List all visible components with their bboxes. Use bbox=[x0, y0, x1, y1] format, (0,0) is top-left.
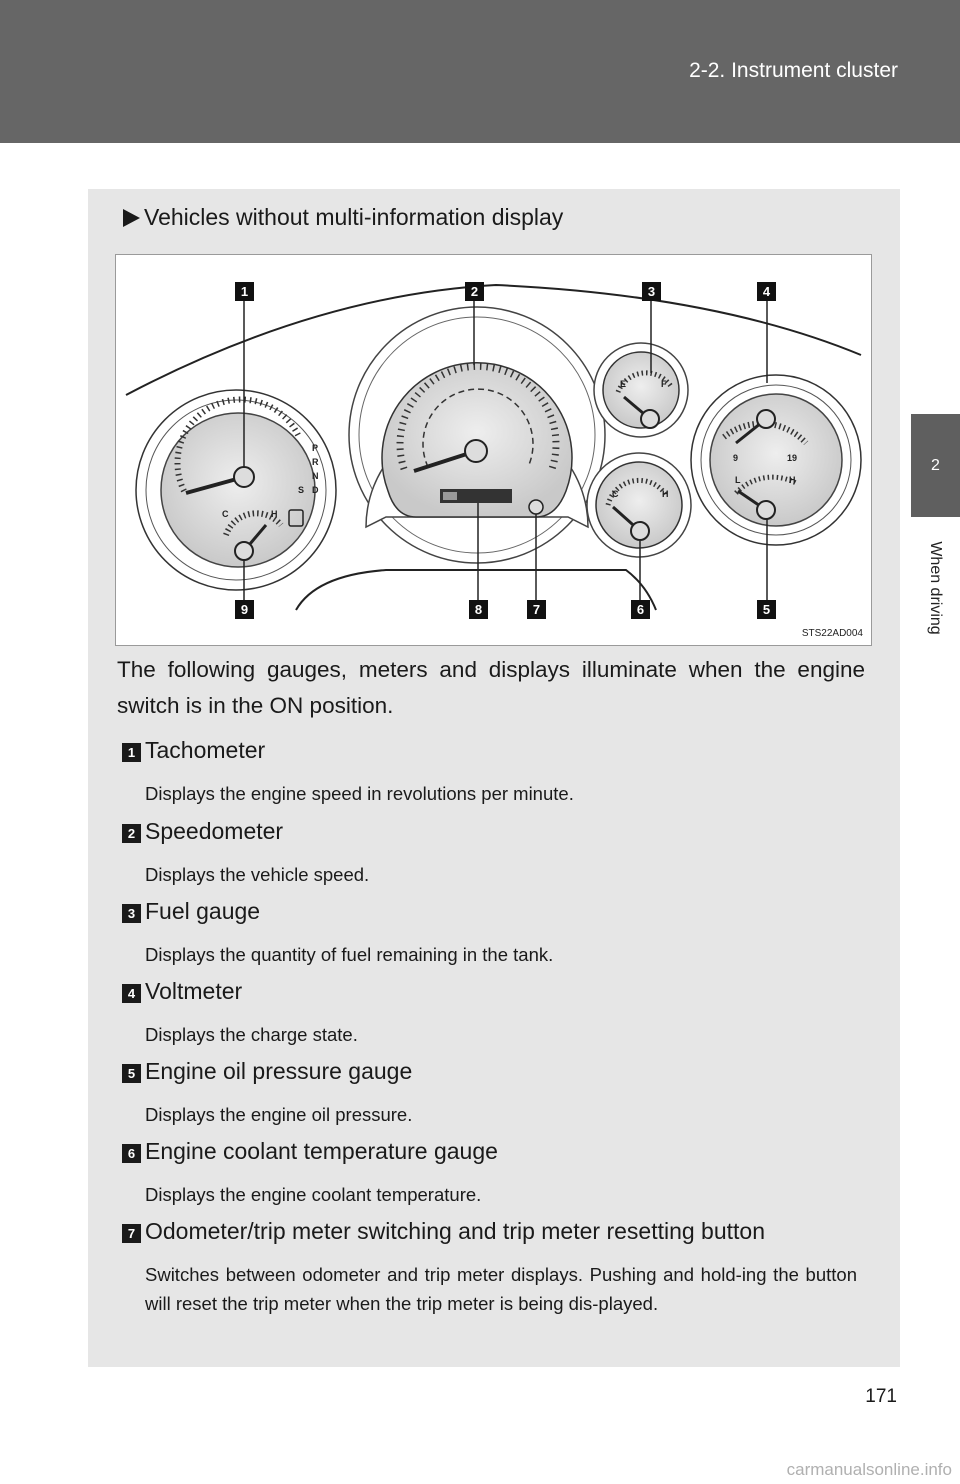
item-title: Tachometer bbox=[145, 737, 266, 763]
oil-l: L bbox=[735, 475, 741, 485]
tach-c: C bbox=[222, 509, 229, 519]
gear-r: R bbox=[312, 457, 319, 467]
item-number-badge: 5 bbox=[122, 1064, 141, 1083]
item-description: Displays the engine coolant temperature. bbox=[145, 1184, 482, 1205]
page-number: 171 bbox=[865, 1386, 897, 1407]
item-number-badge: 4 bbox=[122, 984, 141, 1003]
item-description: Displays the quantity of fuel remaining in the tank. bbox=[145, 944, 554, 965]
section-title: 2-2. Instrument cluster bbox=[689, 59, 898, 82]
coolant-c: C bbox=[612, 489, 619, 499]
gear-n: N bbox=[312, 471, 319, 481]
item-description: Displays the engine speed in revolutions per minute. bbox=[145, 783, 574, 804]
instrument-cluster-illustration bbox=[116, 255, 873, 647]
callout-8: 8 bbox=[474, 602, 483, 617]
item-title: Engine coolant temperature gauge bbox=[145, 1138, 498, 1164]
item-number-badge: 6 bbox=[122, 1144, 141, 1163]
callout-9: 9 bbox=[240, 602, 249, 617]
callout-5: 5 bbox=[762, 602, 771, 617]
item-title: Engine oil pressure gauge bbox=[145, 1058, 413, 1084]
callout-1: 1 bbox=[240, 284, 249, 299]
tach-h: H bbox=[271, 509, 278, 519]
instrument-cluster-figure bbox=[115, 254, 872, 646]
panel-heading bbox=[123, 204, 563, 231]
watermark: carmanualsonline.info bbox=[786, 1460, 952, 1479]
item-description: Displays the charge state. bbox=[145, 1024, 358, 1045]
item-title: Odometer/trip meter switching and trip meter resetting button bbox=[145, 1218, 766, 1244]
fuel-e: E bbox=[620, 379, 627, 389]
item-title: Voltmeter bbox=[145, 978, 243, 1004]
item-description: Displays the vehicle speed. bbox=[145, 864, 370, 885]
chapter-label: When driving bbox=[927, 541, 944, 635]
page-header bbox=[0, 0, 960, 143]
callout-6: 6 bbox=[636, 602, 645, 617]
gear-s: S bbox=[298, 485, 305, 495]
coolant-h: H bbox=[662, 489, 669, 499]
item-description: Displays the engine oil pressure. bbox=[145, 1104, 413, 1125]
callout-4: 4 bbox=[762, 284, 771, 299]
volt-9: 9 bbox=[733, 453, 739, 463]
triangle-bullet-icon bbox=[123, 209, 140, 227]
item-number-badge: 1 bbox=[122, 743, 141, 762]
item-number-badge: 7 bbox=[122, 1224, 141, 1243]
item-number-badge: 2 bbox=[122, 824, 141, 843]
oil-h: H bbox=[789, 475, 796, 485]
chapter-tab: 2 bbox=[911, 414, 960, 517]
callout-3: 3 bbox=[647, 284, 656, 299]
volt-19: 19 bbox=[787, 453, 798, 463]
callout-7: 7 bbox=[532, 602, 541, 617]
intro-paragraph: The following gauges, meters and displays illuminate when the engine switch is in the ON position. bbox=[117, 657, 865, 718]
item-number-badge: 3 bbox=[122, 904, 141, 923]
fuel-f: F bbox=[661, 379, 667, 389]
item-description: Switches between odometer and trip meter displays. Pushing and hold-ing the button will reset the trip meter when the trip meter is being dis-played. bbox=[145, 1264, 857, 1314]
item-title: Speedometer bbox=[145, 818, 284, 844]
callout-2: 2 bbox=[470, 284, 479, 299]
figure-code: STS22AD004 bbox=[801, 628, 863, 639]
item-title: Fuel gauge bbox=[145, 898, 261, 924]
gear-p: P bbox=[312, 443, 319, 453]
panel-heading-text: Vehicles without multi-information display bbox=[144, 204, 564, 230]
gear-d: D bbox=[312, 485, 319, 495]
